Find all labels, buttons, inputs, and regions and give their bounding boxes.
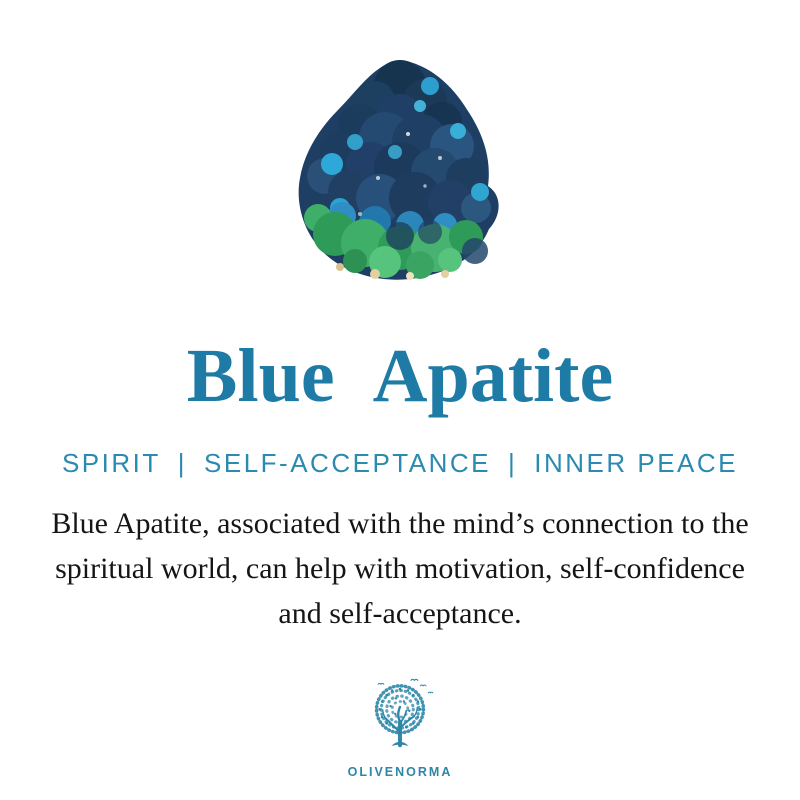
- product-description: [0, 501, 800, 636]
- brand-name-text: OLIVENORMA: [347, 765, 453, 779]
- keyword-inner-peace: INNER PEACE: [534, 448, 739, 478]
- specimen-image-wrap: [0, 0, 800, 286]
- product-title: [0, 330, 800, 422]
- product-title-word-1: Blue: [186, 334, 335, 418]
- keyword-self-acceptance: SELF-ACCEPTANCE: [204, 448, 491, 478]
- keyword-spirit: SPIRIT: [61, 448, 161, 478]
- description-line-2: spiritual world, can help with motivation, self-confidence: [55, 552, 745, 585]
- blue-apatite-specimen-image: [279, 46, 521, 286]
- product-title-word-2: Apatite: [372, 334, 614, 418]
- keywords-subtitle: [0, 448, 800, 479]
- description-line-3: and self-acceptance.: [278, 597, 522, 630]
- description-line-1: Blue Apatite, associated with the mind’s connection to the: [51, 507, 749, 540]
- keyword-separator: |: [507, 448, 518, 478]
- keyword-separator: |: [177, 448, 188, 478]
- brand-logo: [0, 678, 800, 779]
- olivenorma-tree-logo-icon: [359, 678, 441, 764]
